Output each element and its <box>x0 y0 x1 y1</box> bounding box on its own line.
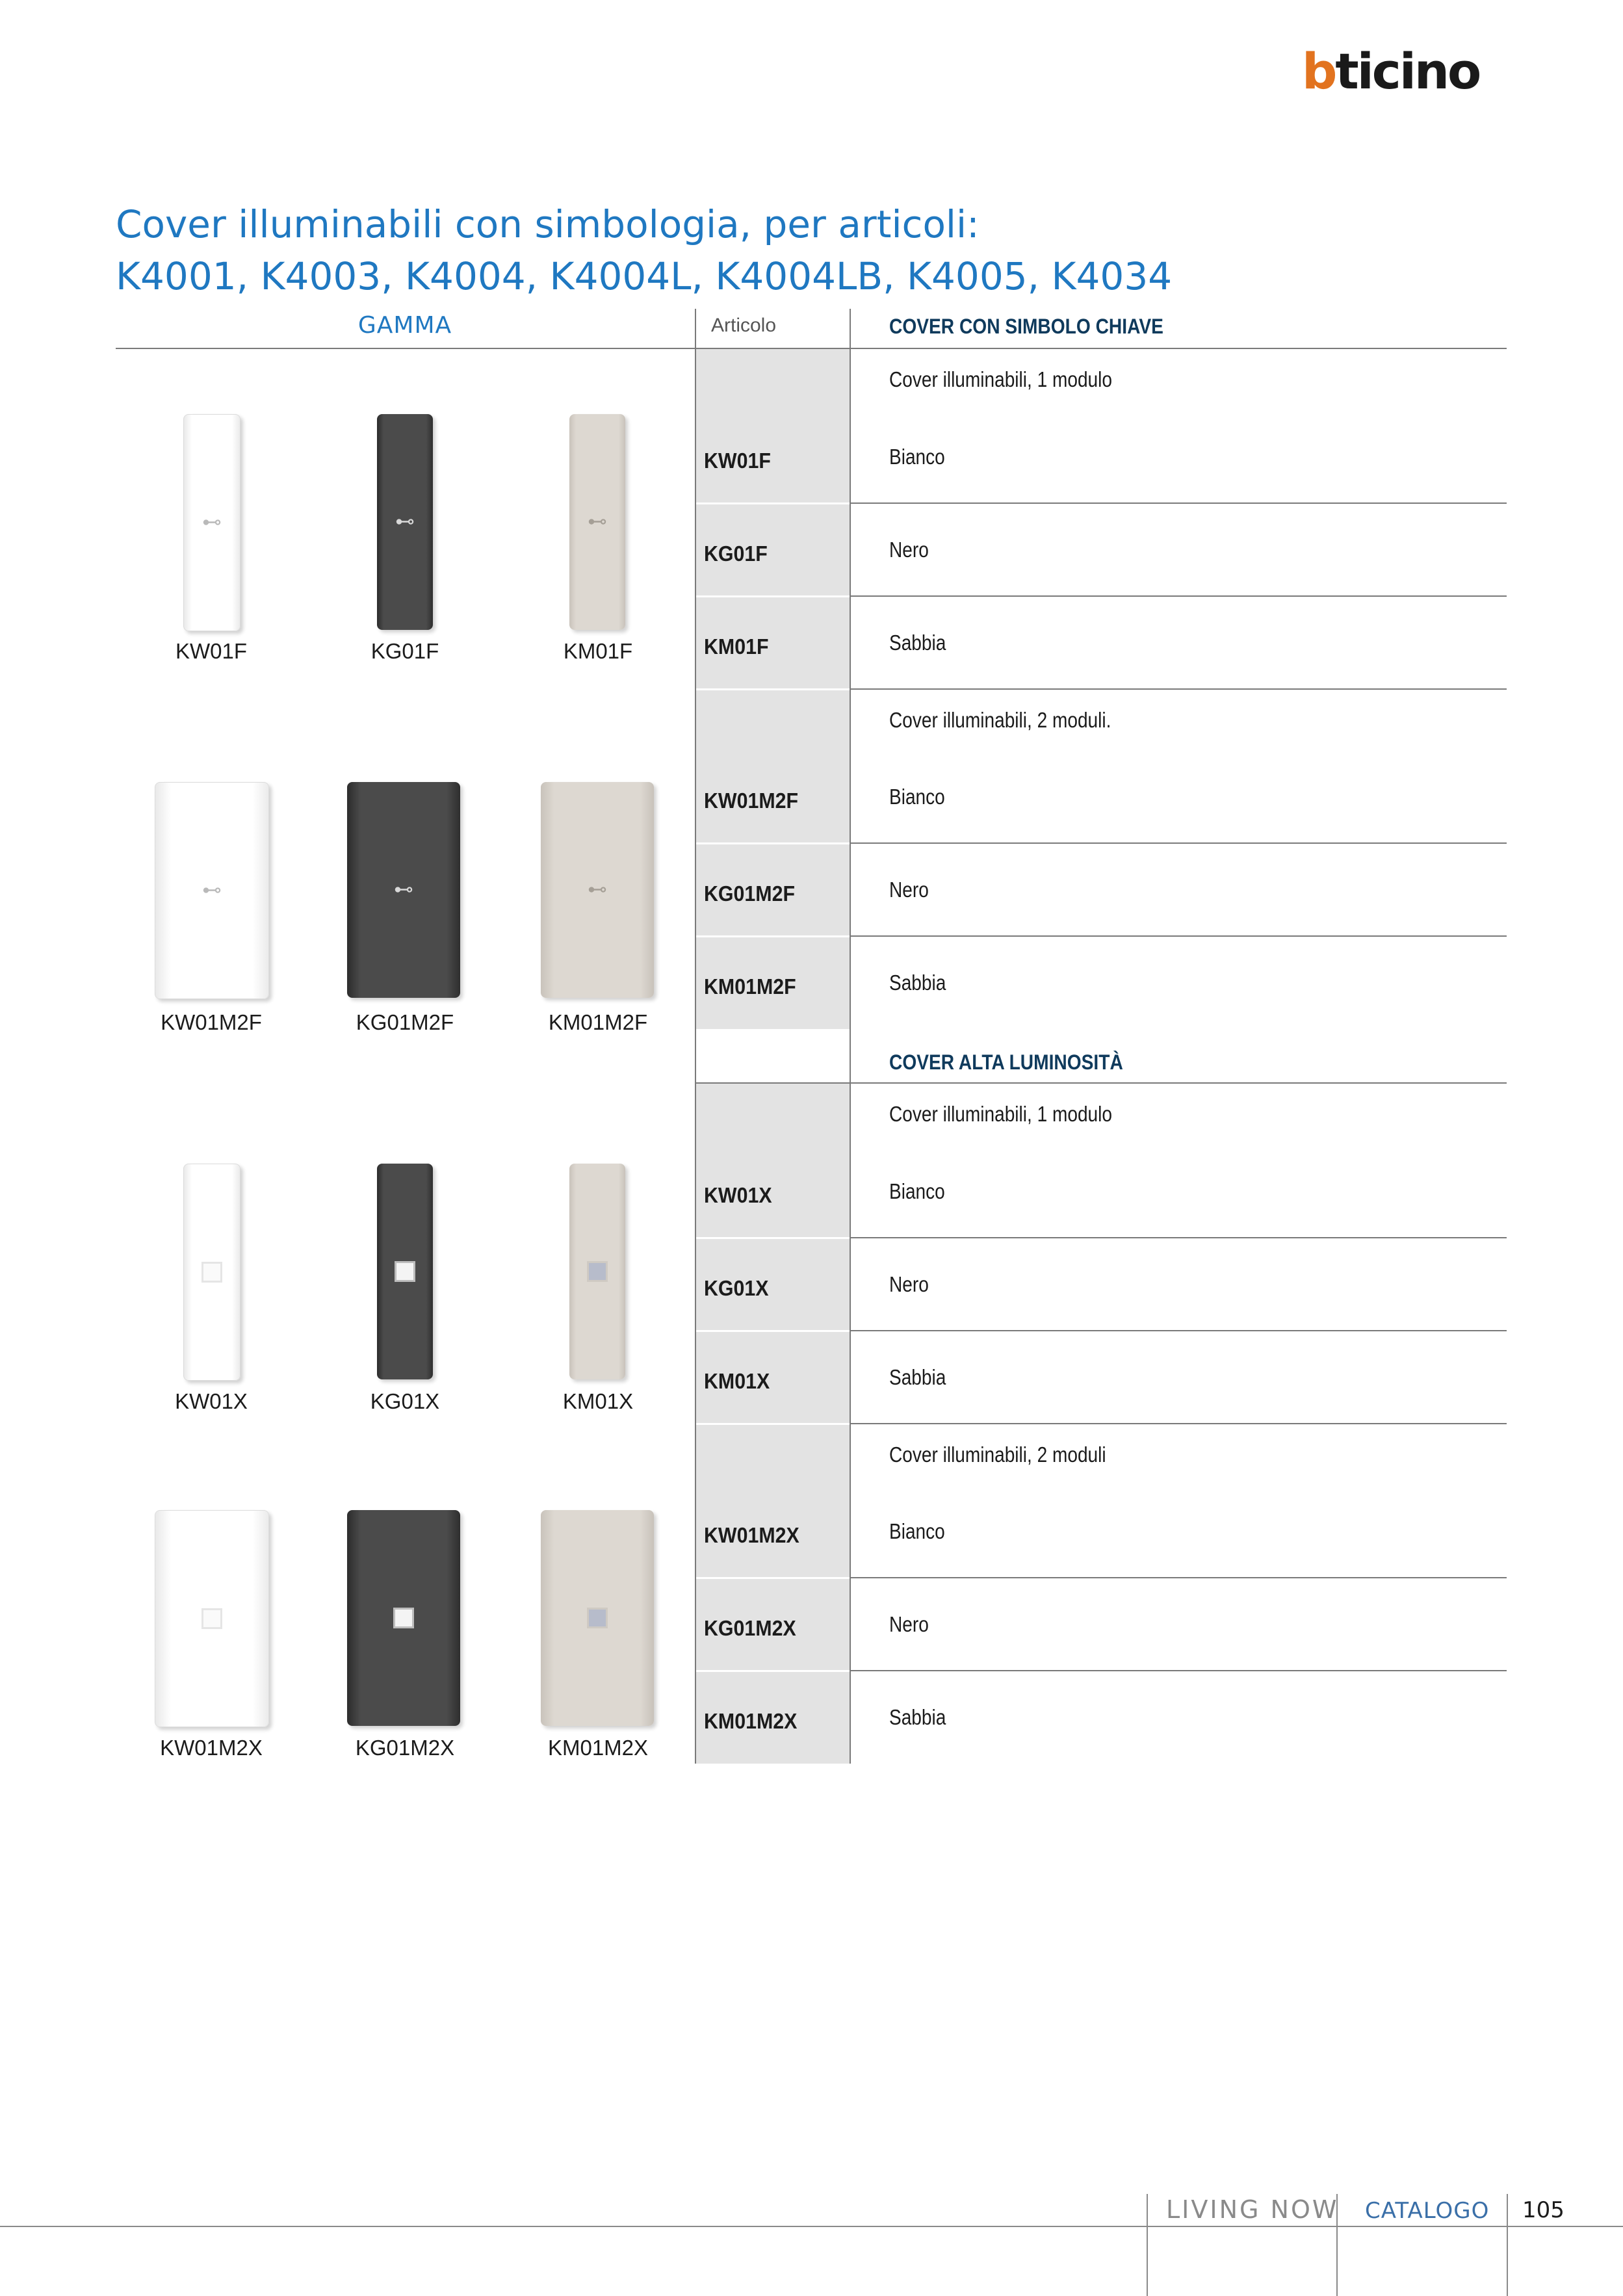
article-code: KW01F <box>704 449 771 473</box>
row-divider <box>850 595 1507 597</box>
bticino-logo: bticino <box>1302 42 1480 100</box>
product-label: KG01F <box>370 639 439 663</box>
product-image-sand-1-module <box>569 414 625 630</box>
product-label: KG01M2F <box>356 1010 454 1034</box>
key-icon: ⊷ <box>202 880 222 901</box>
product-label: KW01F <box>175 639 248 663</box>
product-image-black-2-modules-hl <box>347 1510 460 1726</box>
product-image-sand-2-modules <box>541 782 654 998</box>
product-label: KW01X <box>175 1389 248 1413</box>
window-icon <box>587 1608 608 1628</box>
product-image-black-1-module-hl <box>377 1164 433 1379</box>
article-code: KM01F <box>704 634 769 659</box>
product-image-white-2-modules-hl <box>155 1510 269 1727</box>
key-icon: ⊷ <box>395 511 415 532</box>
footer-separator <box>1507 2194 1508 2296</box>
page-title-line-1: Cover illuminabili con simbologia, per articoli: <box>116 202 980 246</box>
article-color: Sabbia <box>889 1705 946 1729</box>
product-label: KW01M2F <box>161 1010 262 1034</box>
product-label: KW01M2X <box>160 1736 263 1760</box>
article-code: KW01M2X <box>704 1523 799 1547</box>
article-color: Nero <box>889 878 929 902</box>
product-image-black-1-module <box>377 414 433 630</box>
row-divider <box>696 688 850 690</box>
article-color: Bianco <box>889 1519 945 1543</box>
group-description: Cover illuminabili, 1 modulo <box>889 1102 1112 1126</box>
product-label: KM01F <box>563 639 633 663</box>
footer-catalog: CATALOGO <box>1365 2198 1490 2224</box>
article-color: Nero <box>889 1272 929 1296</box>
window-icon <box>395 1261 415 1282</box>
window-icon <box>587 1261 608 1282</box>
section-heading-key: COVER CON SIMBOLO CHIAVE <box>889 315 1163 338</box>
article-code: KG01X <box>704 1276 769 1300</box>
row-divider <box>850 1330 1507 1331</box>
row-divider <box>696 1577 850 1579</box>
product-image-white-2-modules <box>155 782 269 999</box>
article-color: Sabbia <box>889 971 946 995</box>
article-code: KM01M2F <box>704 974 796 998</box>
footer-divider <box>0 2226 1623 2227</box>
product-image-white-1-module-hl <box>183 1164 240 1381</box>
product-label: KM01M2X <box>547 1736 649 1760</box>
footer-separator <box>1147 2194 1148 2296</box>
article-code: KW01X <box>704 1183 772 1207</box>
row-divider <box>850 1577 1507 1578</box>
row-divider <box>850 1423 1507 1424</box>
key-icon: ⊷ <box>588 879 607 900</box>
row-divider <box>696 502 850 504</box>
window-icon <box>393 1608 414 1628</box>
product-image-sand-1-module-hl <box>569 1164 625 1379</box>
row-divider <box>850 1670 1507 1671</box>
row-divider <box>696 1330 850 1332</box>
article-code: KW01M2F <box>704 789 799 813</box>
section-divider <box>695 1082 1507 1084</box>
row-divider <box>850 502 1507 504</box>
window-icon <box>201 1608 222 1629</box>
window-icon <box>201 1262 222 1283</box>
key-icon: ⊷ <box>588 511 607 532</box>
row-divider <box>696 842 850 844</box>
article-color: Nero <box>889 1612 929 1636</box>
group-description: Cover illuminabili, 2 moduli. <box>889 708 1111 732</box>
row-divider <box>850 842 1507 844</box>
article-color: Bianco <box>889 445 945 469</box>
page-title <box>116 198 1481 302</box>
product-label: KM01M2F <box>548 1010 648 1034</box>
article-color: Bianco <box>889 1179 945 1203</box>
article-color: Sabbia <box>889 631 946 655</box>
product-label: KG01M2X <box>355 1736 455 1760</box>
product-label: KG01X <box>370 1389 440 1413</box>
row-divider <box>850 688 1507 690</box>
row-divider <box>696 1423 850 1425</box>
row-divider <box>696 1237 850 1239</box>
row-divider <box>696 1670 850 1672</box>
row-divider <box>696 595 850 597</box>
page-number: 105 <box>1522 2197 1565 2223</box>
column-divider-right <box>850 309 851 1764</box>
product-label: KM01X <box>562 1389 634 1413</box>
row-divider <box>850 935 1507 937</box>
article-color: Nero <box>889 538 929 562</box>
product-image-black-2-modules <box>347 782 460 998</box>
article-code: KM01M2X <box>704 1709 798 1733</box>
group-description: Cover illuminabili, 1 modulo <box>889 367 1112 391</box>
article-code: KG01F <box>704 541 768 566</box>
product-image-sand-2-modules-hl <box>541 1510 654 1726</box>
article-code: KM01X <box>704 1369 770 1393</box>
article-code: KG01M2X <box>704 1616 796 1640</box>
gamma-header: GAMMA <box>357 312 452 339</box>
product-image-white-1-module <box>183 414 240 631</box>
row-divider <box>850 1237 1507 1238</box>
page-title-line-2: K4001, K4003, K4004, K4004L, K4004LB, K4005, K4034 <box>116 254 1173 298</box>
footer-collection: LIVING NOW <box>1166 2195 1339 2224</box>
article-color: Sabbia <box>889 1365 946 1389</box>
article-color: Bianco <box>889 785 945 809</box>
key-icon: ⊷ <box>394 879 413 900</box>
articolo-header: Articolo <box>711 315 777 336</box>
key-icon: ⊷ <box>202 512 222 533</box>
section-heading-high-brightness: COVER ALTA LUMINOSITÀ <box>889 1050 1123 1074</box>
group-description: Cover illuminabili, 2 moduli <box>889 1442 1106 1467</box>
article-code: KG01M2F <box>704 881 796 906</box>
row-divider <box>696 935 850 937</box>
